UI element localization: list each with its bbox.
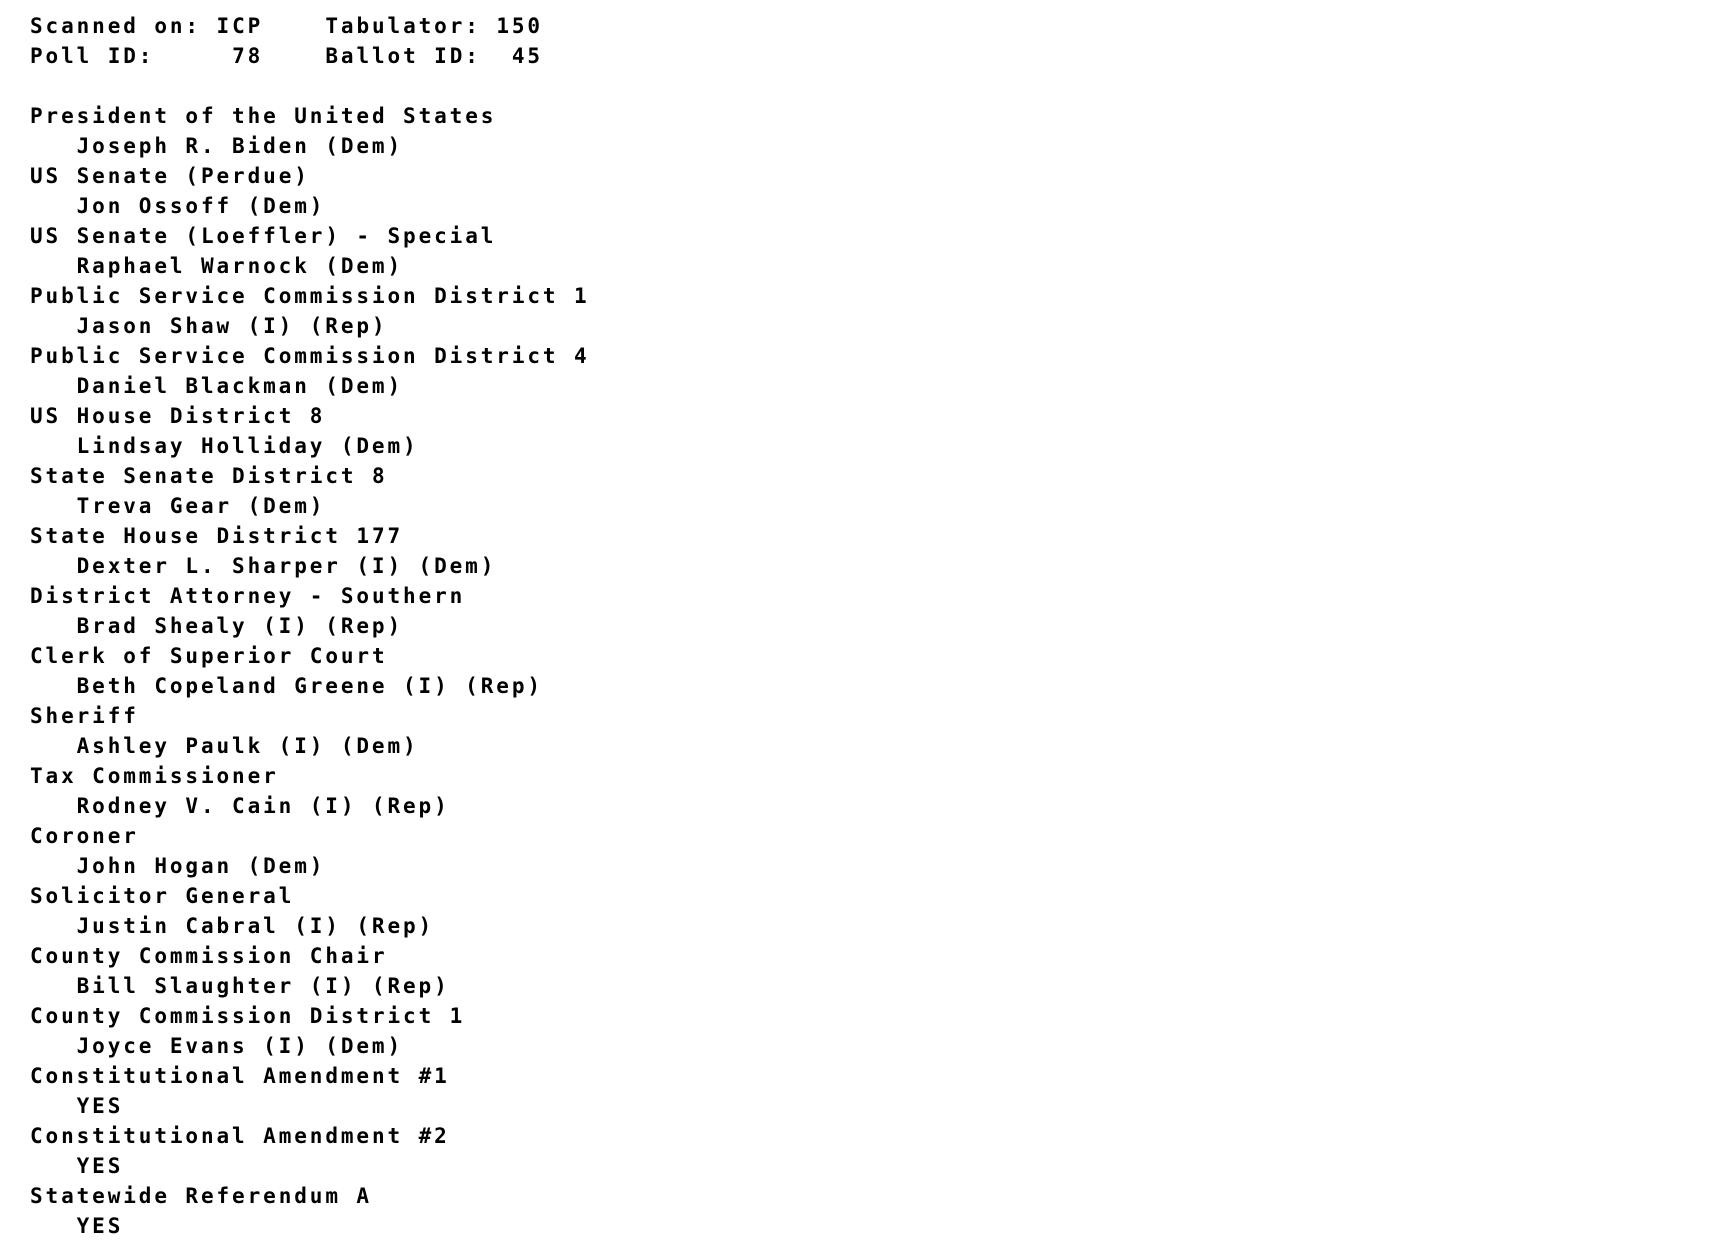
contest-office: Statewide Referendum A xyxy=(30,1184,372,1208)
contest-selection: Rodney V. Cain (I) (Rep) xyxy=(76,794,450,818)
contest-entry xyxy=(30,461,1728,521)
contest-entry xyxy=(30,521,1728,581)
contest-selection: Raphael Warnock (Dem) xyxy=(76,254,404,278)
contest-office: Sheriff xyxy=(30,704,139,728)
contest-office: County Commission Chair xyxy=(30,944,388,968)
contest-selection: YES xyxy=(76,1214,124,1238)
contest-entry xyxy=(30,341,1728,401)
contest-office: US House District 8 xyxy=(30,404,326,428)
contest-selection: YES xyxy=(76,1094,124,1118)
poll-id-value: 78 xyxy=(232,44,264,68)
contest-office: Constitutional Amendment #2 xyxy=(30,1124,450,1148)
contest-selection: Jon Ossoff (Dem) xyxy=(76,194,326,218)
contest-entry xyxy=(30,881,1728,941)
tabulator-value: 150 xyxy=(496,14,543,38)
contest-office: Public Service Commission District 4 xyxy=(30,344,590,368)
contest-selection: Brad Shealy (I) (Rep) xyxy=(76,614,404,638)
contest-entry xyxy=(30,401,1728,461)
contest-entry xyxy=(30,941,1728,1001)
contest-entry xyxy=(30,1121,1728,1181)
contest-selection: Bill Slaughter (I) (Rep) xyxy=(76,974,450,998)
contest-entry xyxy=(30,101,1728,161)
header-separator xyxy=(30,71,1728,101)
contest-selection: Treva Gear (Dem) xyxy=(76,494,326,518)
contest-office: District Attorney - Southern xyxy=(30,584,466,608)
contest-selection: Dexter L. Sharper (I) (Dem) xyxy=(76,554,497,578)
contest-entry xyxy=(30,761,1728,821)
contest-office: Constitutional Amendment #1 xyxy=(30,1064,450,1088)
contest-entry xyxy=(30,581,1728,641)
contest-selection: Joseph R. Biden (Dem) xyxy=(76,134,404,158)
contest-entry xyxy=(30,1061,1728,1121)
contest-entry xyxy=(30,221,1728,281)
contest-office: County Commission District 1 xyxy=(30,1004,466,1028)
contest-office: State House District 177 xyxy=(30,524,404,548)
contest-selection: Justin Cabral (I) (Rep) xyxy=(76,914,435,938)
contest-entry xyxy=(30,161,1728,221)
contest-office: US Senate (Loeffler) - Special xyxy=(30,224,497,248)
contest-selection: Daniel Blackman (Dem) xyxy=(76,374,404,398)
contest-list xyxy=(30,101,1728,1241)
contest-entry xyxy=(30,701,1728,761)
ballot-id-label: Ballot ID: xyxy=(325,44,481,68)
contest-selection: Joyce Evans (I) (Dem) xyxy=(76,1034,404,1058)
contest-office: Solicitor General xyxy=(30,884,295,908)
contest-entry xyxy=(30,821,1728,881)
contest-entry xyxy=(30,1181,1728,1241)
poll-id-label: Poll ID: xyxy=(30,44,155,68)
contest-selection: Ashley Paulk (I) (Dem) xyxy=(76,734,419,758)
contest-selection: YES xyxy=(76,1154,124,1178)
contest-office: Public Service Commission District 1 xyxy=(30,284,590,308)
contest-office: President of the United States xyxy=(30,104,497,128)
contest-selection: John Hogan (Dem) xyxy=(76,854,326,878)
header-line-scan xyxy=(30,11,1728,41)
contest-selection: Jason Shaw (I) (Rep) xyxy=(76,314,388,338)
ballot-id-value: 45 xyxy=(511,44,543,68)
header-line-ids xyxy=(30,41,1728,71)
scanned-on-value: ICP xyxy=(216,14,264,38)
contest-office: State Senate District 8 xyxy=(30,464,388,488)
contest-selection: Lindsay Holliday (Dem) xyxy=(76,434,419,458)
tabulator-label: Tabulator: xyxy=(325,14,481,38)
contest-office: Clerk of Superior Court xyxy=(30,644,388,668)
contest-office: Tax Commissioner xyxy=(30,764,279,788)
contest-entry xyxy=(30,281,1728,341)
contest-selection: Beth Copeland Greene (I) (Rep) xyxy=(76,674,543,698)
contest-entry xyxy=(30,1001,1728,1061)
contest-office: US Senate (Perdue) xyxy=(30,164,310,188)
scanned-on-label: Scanned on: xyxy=(30,14,201,38)
contest-entry xyxy=(30,641,1728,701)
contest-office: Coroner xyxy=(30,824,139,848)
